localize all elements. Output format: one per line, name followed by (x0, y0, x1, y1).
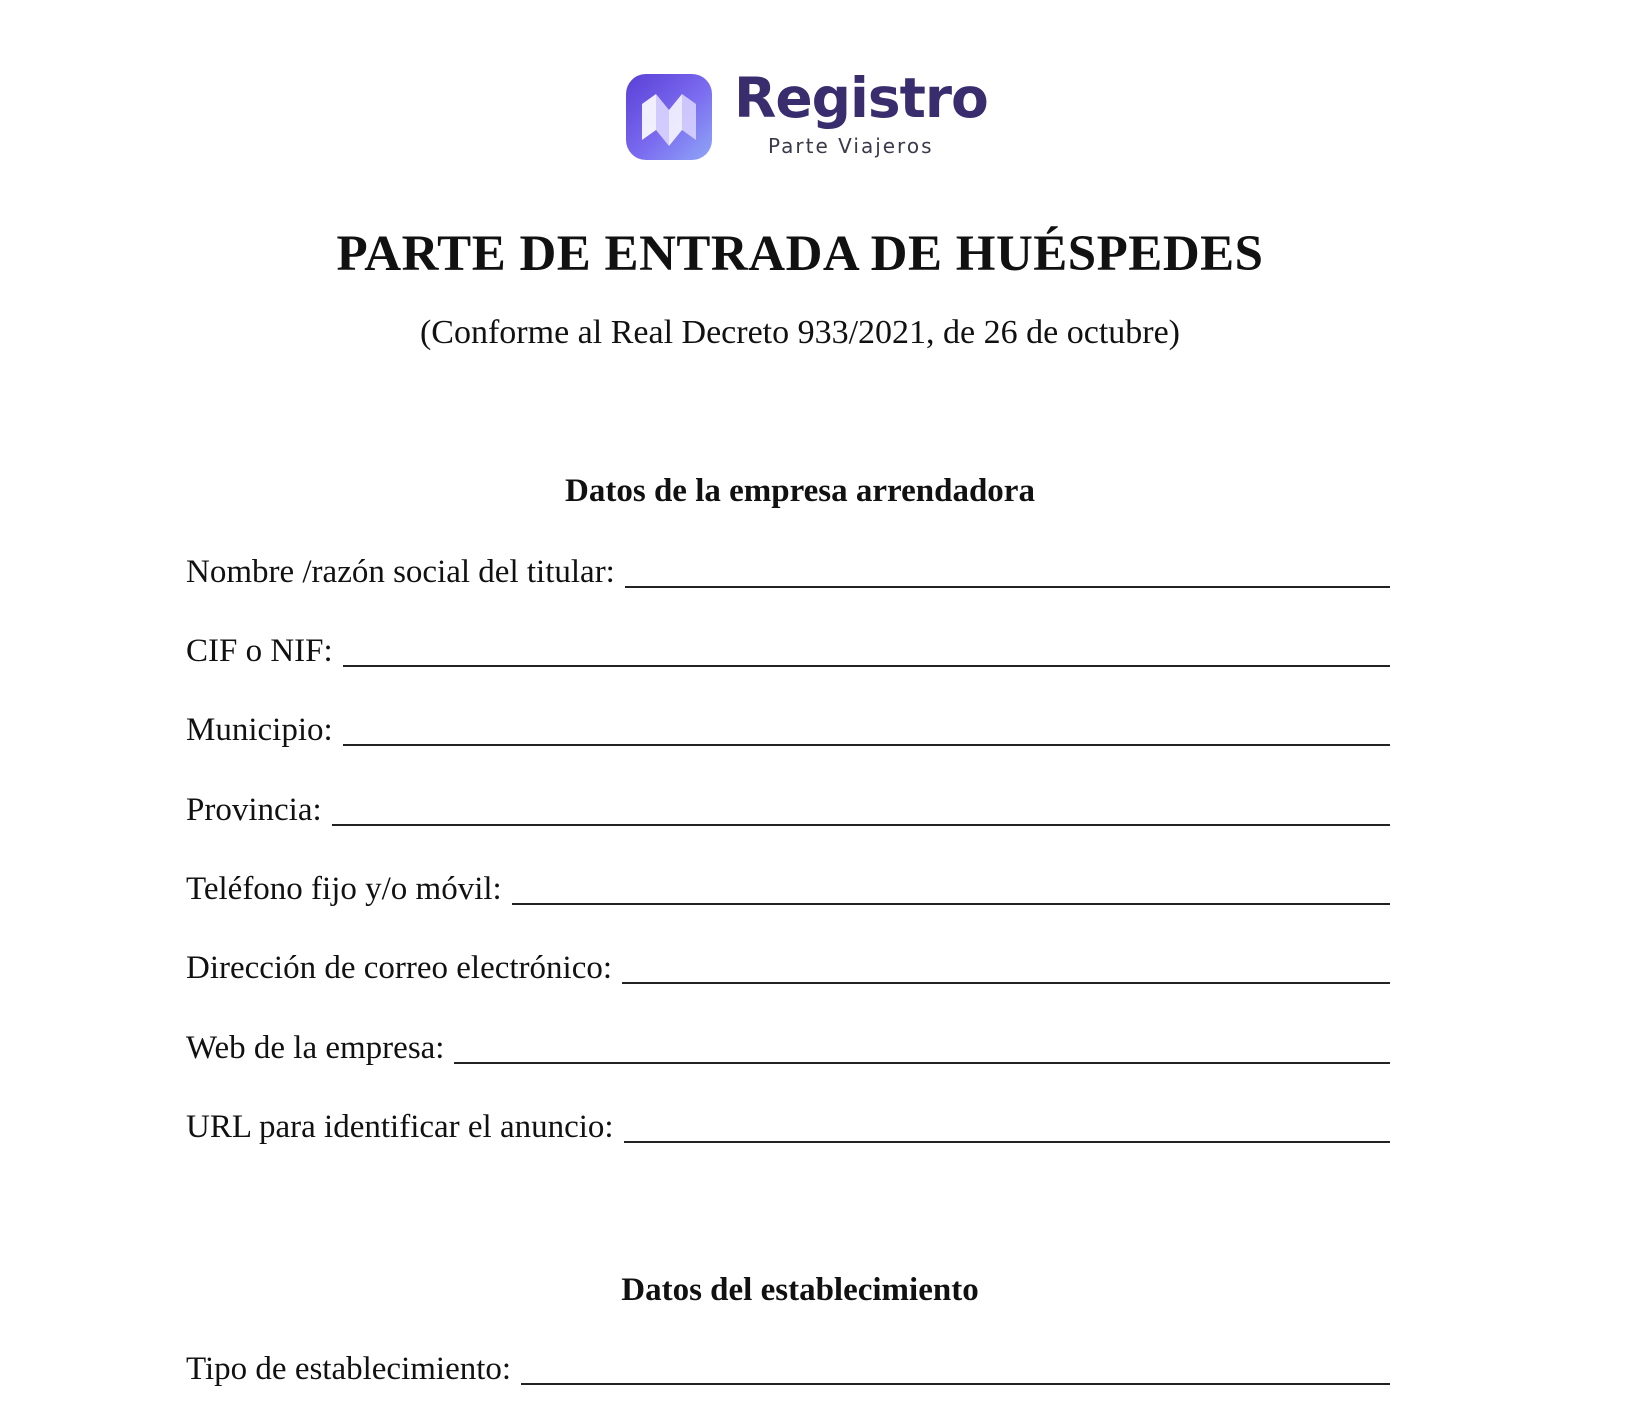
registro-logo (626, 66, 988, 166)
field-label: Web de la empresa: (186, 1030, 445, 1066)
field-cif-nif[interactable] (186, 627, 1390, 671)
logo-tagline: Parte Viajeros (768, 134, 934, 158)
document-title: PARTE DE ENTRADA DE HUÉSPEDES (336, 226, 1264, 282)
document-subtitle: (Conforme al Real Decreto 933/2021, de 26 de octubre) (419, 314, 1181, 351)
field-label: Nombre /razón social del titular: (186, 554, 615, 590)
field-blank-line[interactable] (343, 710, 1390, 746)
field-blank-line[interactable] (332, 790, 1390, 826)
field-blank-line[interactable] (521, 1349, 1390, 1385)
field-label: Dirección de correo electrónico: (186, 950, 613, 986)
field-blank-line[interactable] (624, 1107, 1390, 1143)
field-label: Tipo de establecimiento: (186, 1351, 512, 1387)
field-label: Municipio: (186, 712, 333, 748)
field-label: URL para identificar el anuncio: (186, 1109, 614, 1145)
field-label: CIF o NIF: (186, 633, 333, 669)
section-heading-establecimiento: Datos del establecimiento (621, 1272, 979, 1308)
field-blank-line[interactable] (454, 1028, 1390, 1064)
field-label: Teléfono fijo y/o móvil: (186, 871, 502, 907)
field-blank-line[interactable] (622, 948, 1390, 984)
field-blank-line[interactable] (512, 869, 1390, 905)
section-heading-empresa: Datos de la empresa arrendadora (565, 473, 1035, 509)
field-nombre-razon-social[interactable] (186, 548, 1390, 592)
registro-logo-icon (626, 74, 712, 160)
field-correo-electronico[interactable] (186, 944, 1390, 988)
field-web-empresa[interactable] (186, 1024, 1390, 1068)
field-label: Provincia: (186, 792, 322, 828)
field-blank-line[interactable] (343, 631, 1390, 667)
field-url-anuncio[interactable] (186, 1103, 1390, 1147)
field-tipo-establecimiento[interactable] (186, 1345, 1390, 1389)
field-municipio[interactable] (186, 706, 1390, 750)
field-blank-line[interactable] (625, 552, 1390, 588)
logo-name: Registro (734, 66, 988, 130)
field-telefono[interactable] (186, 865, 1390, 909)
field-provincia[interactable] (186, 786, 1390, 830)
